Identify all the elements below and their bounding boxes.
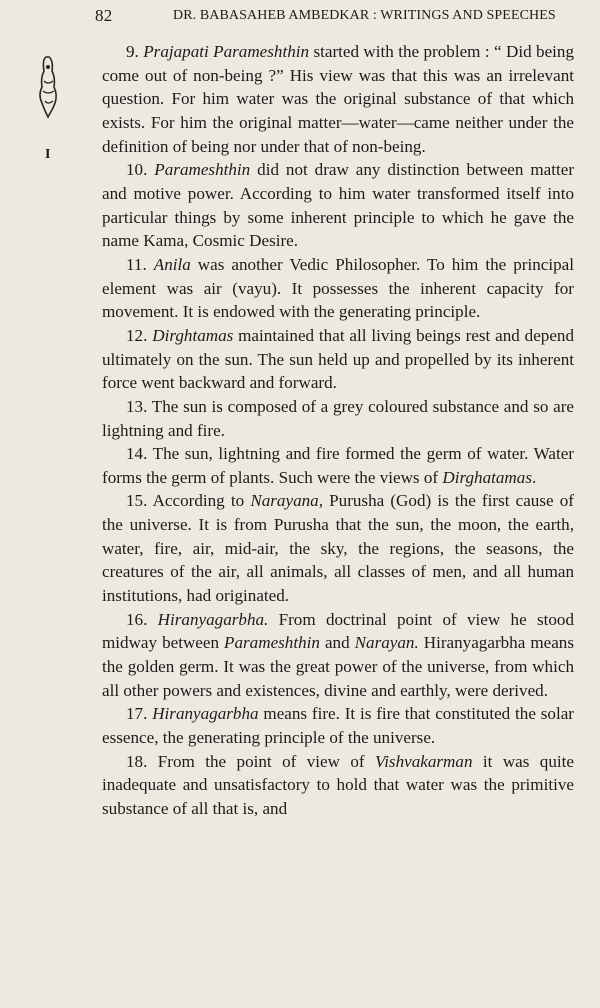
- italic-term: Dirghatamas: [442, 467, 532, 487]
- paragraph-12: [102, 324, 574, 395]
- paragraph-15: [102, 489, 574, 607]
- text-run: 10.: [126, 160, 155, 180]
- italic-term: Anila: [153, 254, 191, 274]
- italic-term: Narayan.: [354, 633, 419, 653]
- italic-term: Parameshthin: [224, 633, 320, 653]
- text-run: 17.: [126, 704, 153, 724]
- text-run: was another Vedic Philosopher. To him the principal element was air (vayu). It possesses the inherent capacity for movement. It is endowed with the generating principle.: [102, 254, 574, 322]
- paragraph-14: [102, 442, 574, 489]
- text-run: 15. According to: [126, 491, 251, 511]
- text-run: 12.: [126, 325, 153, 345]
- italic-term: Prajapati Parameshthin: [143, 42, 310, 61]
- margin-marker: I: [45, 147, 51, 162]
- paragraph-18: [102, 750, 574, 821]
- text-run: means fire. It is fire that constituted the solar essence, the generating principle of the universe.: [102, 704, 574, 748]
- text-run: 13. The sun is composed of a grey coloured substance and so are lightning and fire.: [102, 396, 574, 440]
- italic-term: Dirghtamas: [152, 325, 234, 345]
- paragraph-11: [102, 253, 574, 324]
- page-header: [95, 6, 585, 28]
- text-run: From doctrinal point of view he stood midway between: [102, 609, 574, 653]
- italic-term: Parameshthin: [154, 160, 251, 180]
- text-run: 14. The sun, lightning and fire formed the germ of water. Water forms the germ of plants. Such were the views of: [102, 444, 574, 487]
- italic-term: Vishvakarman: [375, 751, 473, 771]
- text-run: .: [531, 467, 537, 487]
- text-run: did not draw any distinction between matter and motive power. According to him water transformed itself into particular things by some inherent principle to which he gave the name Kama, Cosmic Desire.: [102, 160, 575, 251]
- italic-term: Hiranyagarbha: [152, 704, 259, 724]
- paragraph-16: [102, 608, 574, 703]
- text-run: 9.: [126, 42, 144, 61]
- running-title: DR. BABASAHEB AMBEDKAR : WRITINGS AND SPEECHES: [173, 8, 556, 23]
- text-run: 16.: [126, 609, 158, 629]
- text-run: Hiranyagarbha means the golden germ. It was the great power of the universe, from which all other powers and existences, divine and earthly, were derived.: [102, 633, 574, 700]
- text-run: 11.: [126, 254, 154, 274]
- text-run: it was quite inadequate and unsatisfactory to hold that water was the primitive substance of all that is, and: [102, 751, 574, 818]
- text-run: and: [319, 633, 355, 653]
- text-run: started with the problem : “ Did being come out of non-being ?” His view was that this was an irrelevant question. For him water was the original substance of that which exists. For him the original matter—water—came neither under the definition of being nor under that of non-being.: [102, 42, 574, 156]
- pointing-hand-icon: [34, 55, 62, 125]
- text-run: Purusha (God) is the first cause of the universe. It is from Purusha that the sun, the moon, the earth, water, fire, air, mid-air, the sky, the regions, the seasons, the creatures of the air, all animals, all classes of men, and all human institutions, had originated.: [102, 491, 574, 606]
- paragraph-10: [102, 158, 574, 253]
- paragraph-17: [102, 702, 574, 749]
- italic-term: Hiranyagarbha.: [157, 609, 269, 629]
- page-number: 82: [95, 6, 113, 25]
- italic-term: Narayana,: [250, 491, 323, 511]
- paragraph-9: [102, 40, 574, 158]
- margin-ornament: [34, 55, 64, 125]
- paragraph-13: [102, 395, 574, 442]
- text-run: maintained that all living beings rest and depend ultimately on the sun. The sun held up and propelled by its inherent force went backward and forward.: [102, 325, 575, 393]
- body-text: [102, 40, 574, 821]
- text-run: 18. From the point of view of: [126, 751, 376, 771]
